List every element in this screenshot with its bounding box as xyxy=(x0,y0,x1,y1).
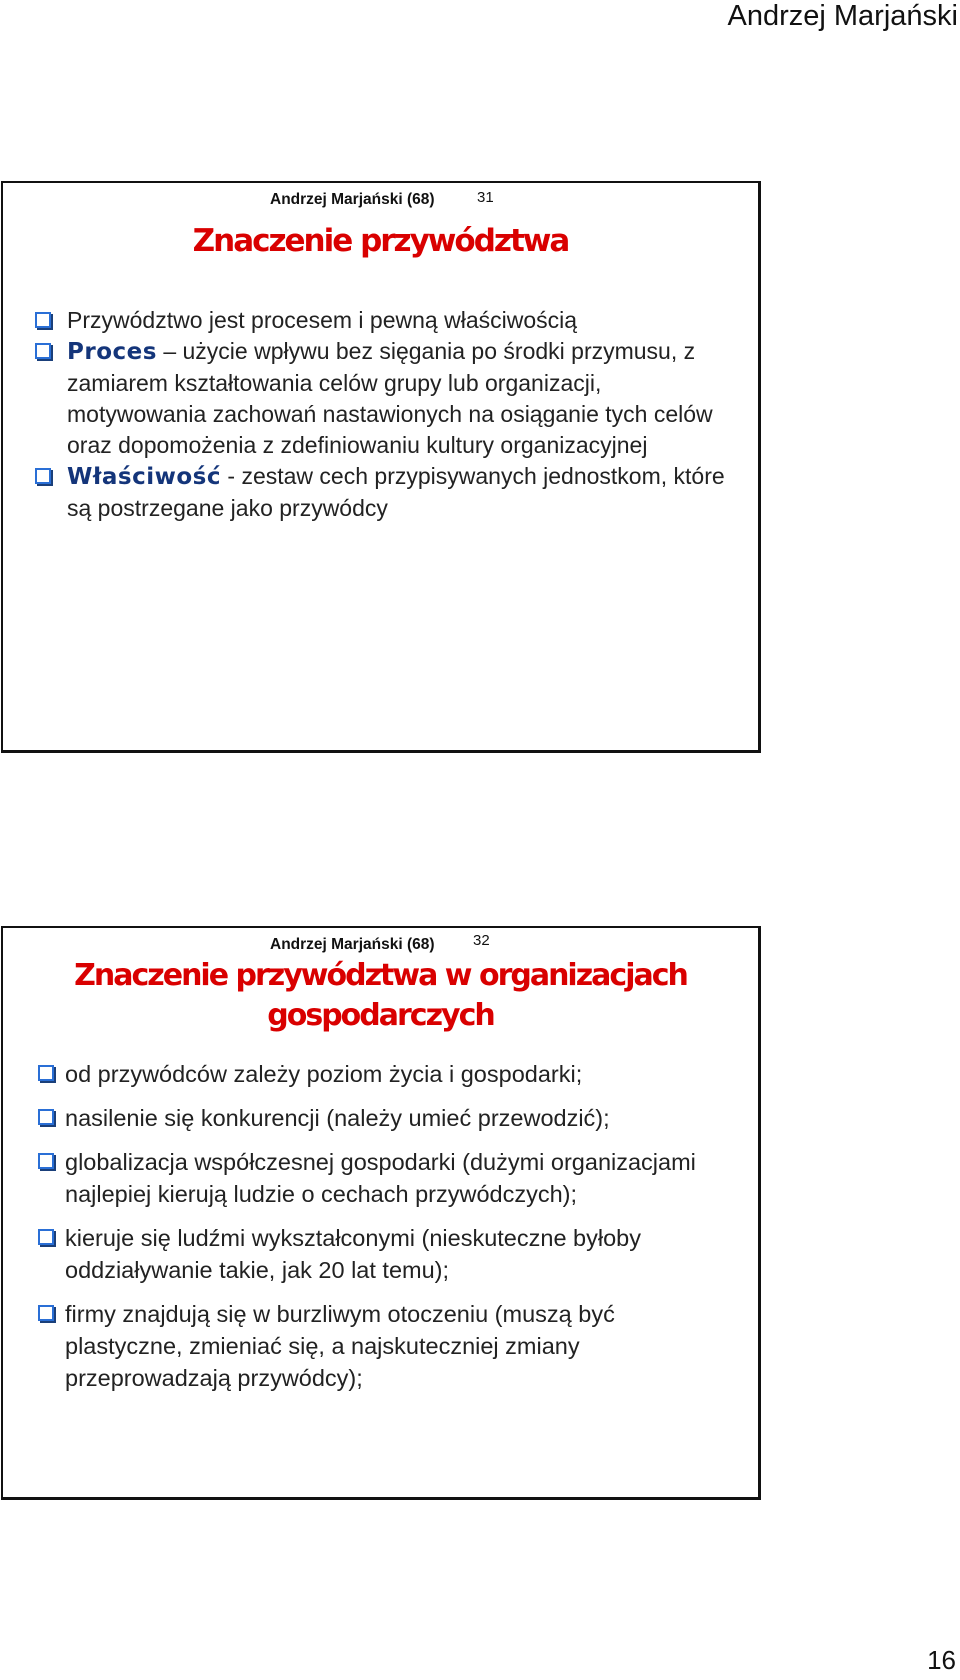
bullet-list xyxy=(35,305,735,524)
slide-title-line-2: gospodarczych xyxy=(267,998,494,1033)
slide-author: Andrzej Marjański (68) xyxy=(270,936,435,953)
checkbox-bullet-icon xyxy=(38,1305,54,1321)
list-item xyxy=(35,336,735,461)
bullet-text: od przywódców zależy poziom życia i gospodarki; xyxy=(65,1061,583,1087)
bullet-list xyxy=(35,1058,735,1406)
bullet-text: nasilenie się konkurencji (należy umieć przewodzić); xyxy=(65,1105,610,1131)
bullet-text: kieruje się ludźmi wykształconymi (nieskuteczne byłoby oddziaływanie takie, jak 20 lat temu); xyxy=(65,1225,641,1283)
slide-number: 32 xyxy=(473,932,490,949)
slide-title: Znaczenie przywództwa xyxy=(192,223,569,259)
checkbox-bullet-icon xyxy=(35,468,51,484)
checkbox-bullet-icon xyxy=(38,1109,54,1125)
slide-32 xyxy=(1,926,761,1500)
bullet-text: Przywództwo jest procesem i pewną właściwością xyxy=(67,307,578,333)
list-item xyxy=(35,1222,735,1286)
list-item xyxy=(35,1102,735,1134)
list-item xyxy=(35,461,735,524)
checkbox-bullet-icon xyxy=(35,312,51,328)
page-number: 16 xyxy=(927,1645,956,1675)
bullet-term: Proces xyxy=(67,339,157,365)
bullet-text: firmy znajdują się w burzliwym otoczeniu (muszą być plastyczne, zmieniać się, a najskuteczniej zmiany przeprowadzają przywódcy); xyxy=(65,1301,615,1391)
checkbox-bullet-icon xyxy=(38,1153,54,1169)
bullet-text: - zestaw cech przypisywanych jednostkom, które są postrzegane jako przywódcy xyxy=(67,463,725,521)
bullet-text: – użycie wpływu bez sięgania po środki przymusu, z zamiarem kształtowania celów grupy lub organizacji, motywowania zachowań nastawionych na osiąganie tych celów oraz dopomożenia z zdefiniowaniu kultury organizacyjnej xyxy=(67,338,713,458)
list-item xyxy=(35,305,735,336)
checkbox-bullet-icon xyxy=(38,1065,54,1081)
slide-title-line-1: Znaczenie przywództwa w organizacjach xyxy=(74,958,687,993)
list-item xyxy=(35,1298,735,1394)
slide-number: 31 xyxy=(477,189,494,206)
slide-author: Andrzej Marjański (68) xyxy=(270,191,435,208)
bullet-term: Właściwość xyxy=(67,464,222,490)
page-header: Andrzej Marjański xyxy=(727,0,958,32)
list-item xyxy=(35,1146,735,1210)
list-item xyxy=(35,1058,735,1090)
checkbox-bullet-icon xyxy=(38,1229,54,1245)
slide-31 xyxy=(1,181,761,753)
bullet-text: globalizacja współczesnej gospodarki (dużymi organizacjami najlepiej kierują ludzie o cechach przywódczych); xyxy=(65,1149,696,1207)
checkbox-bullet-icon xyxy=(35,343,51,359)
